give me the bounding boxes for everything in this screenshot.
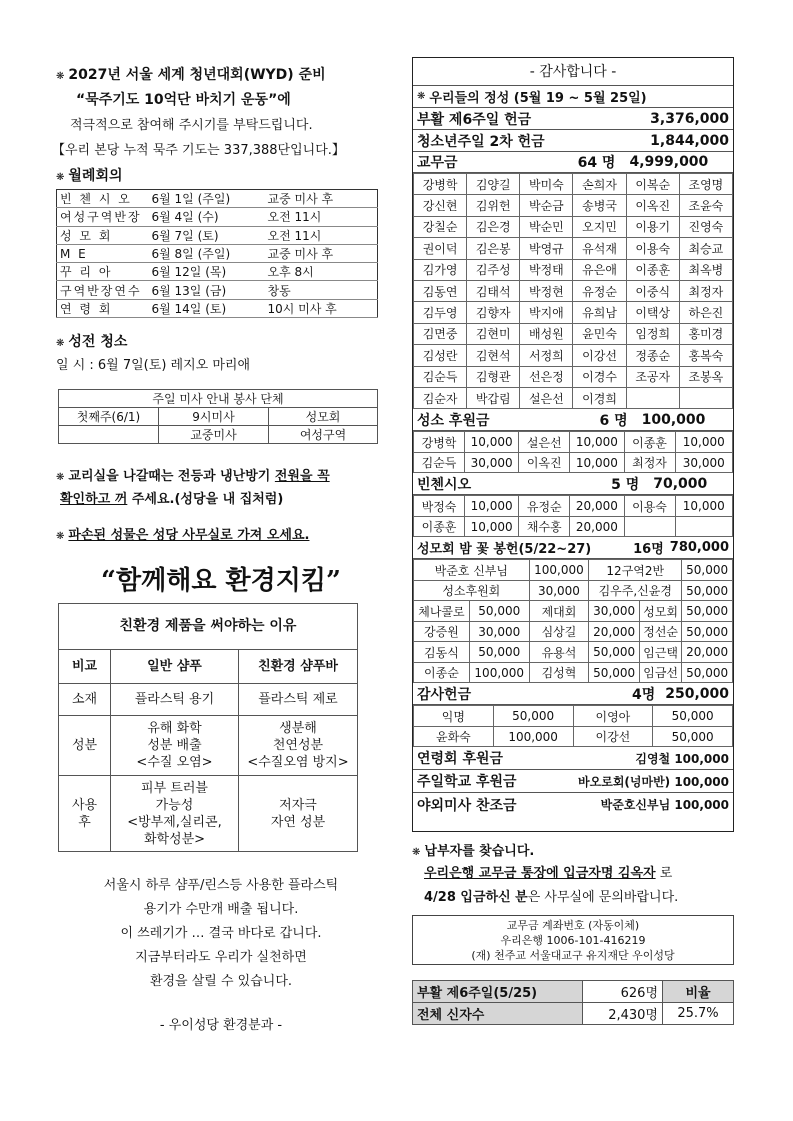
- vincent-entry-cell: 유정순: [519, 496, 570, 517]
- vincent-entry-cell: 박정숙: [414, 496, 465, 517]
- gyomu-name-cell: 이경희: [573, 387, 626, 408]
- gyomu-name-cell: 김위헌: [467, 195, 520, 216]
- gyomu-name-cell: 유석재: [573, 238, 626, 259]
- stat-cell: 2,430명: [583, 1003, 663, 1025]
- vincent-entry-cell: 이용숙: [624, 496, 675, 517]
- gyomu-name-cell: 이종훈: [626, 259, 679, 280]
- gyomu-name-cell: [626, 387, 679, 408]
- flower-entry-cell: 50,000: [469, 642, 529, 663]
- gyomu-name-cell: 김동연: [414, 280, 467, 301]
- flower-entry: [414, 662, 733, 683]
- meeting-cell: 6월 4일 (수): [151, 210, 219, 225]
- vincent-entry: [414, 496, 733, 517]
- meeting-cell: 오후 8시: [267, 265, 314, 280]
- service-cell: [59, 426, 159, 444]
- misc-row: 연령회 후원금 김영철 100,000: [413, 747, 733, 770]
- gyomu-name-cell: [679, 387, 732, 408]
- gyomu-name: [414, 345, 733, 366]
- gyomu-name-cell: 김은경: [467, 216, 520, 237]
- eco-headline: “함께해요 환경지킴”: [101, 566, 341, 596]
- gyomu-name-cell: 박순금: [520, 195, 573, 216]
- offering-row: 부활 제6주일 헌금 3,376,000: [413, 108, 733, 130]
- flower-entry-cell: 체나콜로: [414, 601, 470, 622]
- eco-cell: 플라스틱 용기: [111, 684, 239, 716]
- gyomu-name-cell: 조윤숙: [679, 195, 732, 216]
- sungso-entry-cell: 이옥진: [519, 452, 570, 473]
- eco-header: 비교: [59, 650, 111, 684]
- flower-entry-cell: 임근택: [640, 642, 682, 663]
- service-cell: 교중미사: [159, 426, 269, 444]
- meeting-cell: 오전 11시: [267, 210, 322, 225]
- gyomu-name-cell: 김순득: [414, 366, 467, 387]
- meeting-row: [57, 263, 378, 281]
- meeting-cell: 6월 13일 (금): [151, 283, 227, 298]
- sungso-table: [413, 431, 733, 473]
- service-cell: 여성구역: [269, 426, 378, 444]
- flower-row: 성모회 밤 꽃 봉헌(5/22~27) 16명 780,000: [413, 537, 733, 559]
- meeting-cell: 꾸 리 아: [60, 265, 113, 280]
- offering-row: 청소년주일 2차 헌금 1,844,000: [413, 130, 733, 152]
- meeting-row: [57, 281, 378, 299]
- flower-entry-cell: 임금선: [640, 662, 682, 683]
- eco-cell: 성분: [59, 716, 111, 776]
- eco-table-title: 친환경 제품을 써야하는 이유: [59, 604, 358, 650]
- flower-entry-cell: 50,000: [682, 601, 733, 622]
- vincent-entry: [414, 516, 733, 537]
- bullet-icon: ❋: [412, 847, 421, 858]
- eco-cell: 사용 후: [59, 776, 111, 852]
- cleaning-line: 일 시 : 6월 7일(토) 레지오 마리애: [56, 358, 250, 373]
- service-title: 주일 미사 안내 봉사 단체: [59, 390, 378, 408]
- flower-entry: [414, 621, 733, 642]
- gyomu-name-cell: 김형관: [467, 366, 520, 387]
- sungso-entry-cell: 30,000: [675, 452, 732, 473]
- notice-classroom: ❋ 교리실을 나갈때는 전등과 냉난방기 전원을 꼭 확인하고 꺼 주세요.(성당을 내 집처럼): [56, 469, 330, 507]
- vincent-entry-cell: 20,000: [570, 496, 624, 517]
- gyomu-name: [414, 259, 733, 280]
- meeting-cell: 빈 첸 시 오: [60, 192, 132, 207]
- gyomu-name-cell: 유정순: [573, 280, 626, 301]
- gyomu-name-cell: 조영명: [679, 174, 732, 195]
- flower-cell: 100,000: [529, 560, 589, 581]
- flower-entry: [414, 601, 733, 622]
- gyomu-name-cell: 이용숙: [626, 238, 679, 259]
- sungso-entry-cell: 이종훈: [624, 432, 675, 453]
- gyomu-name-cell: 이중식: [626, 280, 679, 301]
- meeting-cell: 10시 미사 후: [267, 301, 337, 316]
- gyomu-name-cell: 배성원: [520, 323, 573, 344]
- eco-cell: 피부 트러블 가능성 <방부제,실리콘, 화학성분>: [111, 776, 239, 852]
- meeting-row: [57, 299, 378, 317]
- service-cell: 9시미사: [159, 408, 269, 426]
- meeting-cell: 6월 14일 (토): [151, 301, 227, 316]
- eco-cell: 플라스틱 제로: [239, 684, 358, 716]
- gyomu-name: [414, 195, 733, 216]
- sungso-entry-cell: 김순득: [414, 452, 465, 473]
- meeting-row: [57, 208, 378, 226]
- cleaning-heading: ❋ 성전 청소: [56, 334, 128, 350]
- gyomu-name-cell: 권이덕: [414, 238, 467, 259]
- sungso-entry-cell: 30,000: [465, 452, 519, 473]
- wyd-rosary-count: 【우리 본당 누적 묵주 기도는 337,388단입니다.】: [52, 143, 345, 158]
- gyomu-name-cell: 김현미: [467, 323, 520, 344]
- thanks-entry: [414, 726, 733, 747]
- flower-entry-cell: 심상길: [529, 621, 589, 642]
- gyomu-name-cell: 김태석: [467, 280, 520, 301]
- gyomu-name-cell: 조봉옥: [679, 366, 732, 387]
- flower-cell: 박준호 신부님: [414, 560, 530, 581]
- gyomu-name-cell: 유은애: [573, 259, 626, 280]
- flower-entry-cell: 50,000: [589, 642, 640, 663]
- flower-entry-cell: 제대회: [529, 601, 589, 622]
- gyomu-name-cell: 조공자: [626, 366, 679, 387]
- gyomu-name-cell: 김성란: [414, 345, 467, 366]
- flower-entry-cell: 30,000: [589, 601, 640, 622]
- flower-entry: [414, 642, 733, 663]
- gyomu-name-cell: 강병학: [414, 174, 467, 195]
- gyomu-name-cell: 김향자: [467, 302, 520, 323]
- flower-entry-cell: 50,000: [682, 621, 733, 642]
- meeting-cell: 6월 12일 (목): [151, 265, 227, 280]
- thanks-entry-cell: 100,000: [493, 726, 573, 747]
- stat-cell: 부활 제6주일(5/25): [413, 981, 583, 1003]
- gyomu-names-table: [413, 173, 733, 409]
- wyd-section: [52, 64, 386, 158]
- notice-damaged-items: ❋ 파손된 성물은 성당 사무실로 가져 오세요.: [56, 528, 310, 543]
- wyd-title: ❋ 2027년 서울 세계 청년대회(WYD) 준비: [56, 67, 326, 83]
- meeting-row: [57, 226, 378, 244]
- stat-cell: 비율: [663, 981, 734, 1003]
- misc-row: 야외미사 찬조금 박준호신부님 100,000: [417, 797, 729, 814]
- eco-table: [58, 603, 358, 852]
- gyomu-name-cell: 이용기: [626, 216, 679, 237]
- flower-cell: 성소후원회: [414, 580, 530, 601]
- bullet-icon: ❋: [56, 472, 65, 483]
- flower-entry-cell: 30,000: [469, 621, 529, 642]
- flower-cell: 50,000: [682, 560, 733, 581]
- meeting-cell: 성 모 회: [60, 228, 113, 243]
- sungso-entry-cell: 10,000: [570, 432, 624, 453]
- gyomu-name-cell: 윤민숙: [573, 323, 626, 344]
- gyomu-name-cell: 홍복숙: [679, 345, 732, 366]
- bullet-icon: ❋: [56, 531, 65, 542]
- meeting-cell: 오전 11시: [267, 228, 322, 243]
- vincent-entry-cell: 10,000: [465, 516, 519, 537]
- eco-text: 서울시 하루 샴푸/린스등 사용한 플라스틱 용기가 수만개 배출 됩니다. 이 쓰레기가 … 결국 바다로 갑니다. 지금부터라도 우리가 실천하면 환경을 살릴 수 있습니다. - 우이성당 환경분과 -: [56, 874, 386, 1038]
- meeting-cell: 6월 1일 (주일): [151, 192, 231, 207]
- flower-entry-cell: 강증원: [414, 621, 470, 642]
- gyomu-name-cell: 이복순: [626, 174, 679, 195]
- period-row: ❋ 우리들의 정성 (5월 19 ~ 5월 25일): [413, 86, 733, 108]
- gyomu-name-cell: 박갑림: [467, 387, 520, 408]
- gyomu-name-cell: 진영숙: [679, 216, 732, 237]
- gyomu-name-cell: 김가영: [414, 259, 467, 280]
- bullet-icon: ❋: [56, 172, 65, 183]
- vincent-entry-cell: 이종훈: [414, 516, 465, 537]
- sungso-entry-cell: 10,000: [675, 432, 732, 453]
- vincent-entry-cell: 10,000: [465, 496, 519, 517]
- meetings-table: [56, 189, 378, 318]
- gyomu-name-cell: 박영규: [520, 238, 573, 259]
- meeting-cell: M E: [60, 246, 88, 261]
- flower-cell: 30,000: [529, 580, 589, 601]
- gyomu-name-cell: 최옥병: [679, 259, 732, 280]
- bullet-icon: ❋: [417, 91, 426, 102]
- flower-entry-cell: 정선순: [640, 621, 682, 642]
- sungso-entry-cell: 강병학: [414, 432, 465, 453]
- eco-cell: 소재: [59, 684, 111, 716]
- meeting-cell: 연 령 회: [60, 301, 113, 316]
- gyomu-name: [414, 323, 733, 344]
- flower-cell: 김우주,신윤경: [589, 580, 682, 601]
- vincent-entry-cell: [624, 516, 675, 537]
- vincent-row: 빈첸시오 5 명 70,000: [413, 473, 733, 495]
- gyomu-name-cell: 하은진: [679, 302, 732, 323]
- gyomu-name-cell: 박정현: [520, 280, 573, 301]
- wyd-subtitle: “묵주기도 10억단 바치기 운동”에: [76, 92, 291, 108]
- gyomu-name-cell: 임정희: [626, 323, 679, 344]
- gyomu-name-cell: 설은선: [520, 387, 573, 408]
- eco-cell: 저자극 자연 성분: [239, 776, 358, 852]
- sungso-row: 성소 후원금 6 명 100,000: [413, 409, 733, 431]
- stat-cell: 전체 신자수: [413, 1003, 583, 1025]
- gyomu-name-cell: 이강선: [573, 345, 626, 366]
- gyomu-name-cell: 유희남: [573, 302, 626, 323]
- flower-entry-cell: 50,000: [469, 601, 529, 622]
- gyomu-name-cell: 정종순: [626, 345, 679, 366]
- meeting-cell: 교중 미사 후: [267, 247, 334, 262]
- eco-cell: 유해 화학 성분 배출 <수질 오염>: [111, 716, 239, 776]
- gyomu-name-cell: 선은정: [520, 366, 573, 387]
- stat-cell: 25.7%: [663, 1003, 734, 1025]
- flower-entry-cell: 20,000: [589, 621, 640, 642]
- account-box: 교무금 계좌번호 (자동이체) 우리은행 1006-101-416219 (재) 천주교 서울대교구 유지재단 우이성당: [412, 915, 734, 965]
- gyomu-row: 교무금 64 명 4,999,000: [413, 152, 733, 173]
- thanks-entry-cell: 50,000: [653, 706, 733, 727]
- meeting-cell: 교중 미사 후: [267, 192, 334, 207]
- gyomu-name-cell: 김양길: [467, 174, 520, 195]
- sungso-entry-cell: 10,000: [465, 432, 519, 453]
- thanks-offering-row: 감사헌금 4명 250,000: [413, 683, 733, 705]
- attendance-table: [412, 980, 734, 1025]
- flower-entry-cell: 100,000: [469, 662, 529, 683]
- gyomu-name: [414, 238, 733, 259]
- eco-signature: - 우이성당 환경분과 -: [159, 1018, 283, 1033]
- flower-cell: 12구역2반: [589, 560, 682, 581]
- thanks-table: [413, 705, 733, 747]
- flower-entry-cell: 20,000: [682, 642, 733, 663]
- meeting-cell: 6월 7일 (토): [151, 228, 219, 243]
- gyomu-name-cell: 박순민: [520, 216, 573, 237]
- gyomu-name-cell: 김두영: [414, 302, 467, 323]
- thanks-box: [412, 57, 734, 832]
- gyomu-name-cell: 이택상: [626, 302, 679, 323]
- flower-cell: 50,000: [682, 580, 733, 601]
- flower-table: [413, 559, 733, 683]
- gyomu-name: [414, 216, 733, 237]
- thanks-entry-cell: 익명: [414, 706, 494, 727]
- sungso-entry: [414, 432, 733, 453]
- gyomu-name: [414, 366, 733, 387]
- bullet-icon: ❋: [56, 71, 65, 82]
- wyd-line1: 적극적으로 참여해 주시기를 부탁드립니다.: [70, 118, 313, 133]
- thanks-header: - 감사합니다 -: [413, 58, 733, 86]
- vincent-entry-cell: 20,000: [570, 516, 624, 537]
- gyomu-name-cell: 김순자: [414, 387, 467, 408]
- misc-row: 주일학교 후원금 바오로회(넝마반) 100,000: [413, 770, 733, 793]
- vincent-entry-cell: 10,000: [675, 496, 732, 517]
- thanks-entry: [414, 706, 733, 727]
- gyomu-name-cell: 이경수: [573, 366, 626, 387]
- gyomu-name-cell: 김은봉: [467, 238, 520, 259]
- stat-cell: 626명: [583, 981, 663, 1003]
- sungso-entry: [414, 452, 733, 473]
- eco-header: 친환경 샴푸바: [239, 650, 358, 684]
- gyomu-name-cell: 강칠순: [414, 216, 467, 237]
- gyomu-name-cell: 김면중: [414, 323, 467, 344]
- gyomu-name-cell: 김현석: [467, 345, 520, 366]
- sungso-entry-cell: 설은선: [519, 432, 570, 453]
- gyomu-name-cell: 최승교: [679, 238, 732, 259]
- payer-line1: 우리은행 교무금 통장에 입금자명 김옥자 로: [424, 866, 673, 881]
- vincent-entry-cell: [675, 516, 732, 537]
- gyomu-name-cell: 서정희: [520, 345, 573, 366]
- vincent-table: [413, 495, 733, 537]
- meeting-cell: 6월 8일 (주일): [151, 247, 231, 262]
- gyomu-name-cell: 김주성: [467, 259, 520, 280]
- thanks-entry-cell: 윤화숙: [414, 726, 494, 747]
- gyomu-name-cell: 박정태: [520, 259, 573, 280]
- gyomu-name-cell: 최정자: [679, 280, 732, 301]
- gyomu-name-cell: 이옥진: [626, 195, 679, 216]
- service-cell: 첫째주(6/1): [59, 408, 159, 426]
- flower-entry-cell: 유용석: [529, 642, 589, 663]
- payer-heading: ❋ 납부자를 찾습니다.: [412, 844, 535, 859]
- meeting-row: [57, 190, 378, 208]
- gyomu-name-cell: 오지민: [573, 216, 626, 237]
- flower-entry-cell: 김성혁: [529, 662, 589, 683]
- gyomu-name: [414, 387, 733, 408]
- flower-entry-cell: 성모회: [640, 601, 682, 622]
- service-table: [58, 389, 378, 444]
- eco-cell: 생분해 천연성분 <수질오염 방지>: [239, 716, 358, 776]
- thanks-entry-cell: 이강선: [573, 726, 653, 747]
- gyomu-name: [414, 174, 733, 195]
- flower-entry-cell: 이종순: [414, 662, 470, 683]
- bullet-icon: ❋: [56, 338, 65, 349]
- meeting-row: [57, 244, 378, 262]
- gyomu-name: [414, 302, 733, 323]
- eco-header: 일반 샴푸: [111, 650, 239, 684]
- thanks-entry-cell: 50,000: [653, 726, 733, 747]
- gyomu-name-cell: 송병국: [573, 195, 626, 216]
- vincent-entry-cell: 채수홍: [519, 516, 570, 537]
- flower-entry-cell: 50,000: [589, 662, 640, 683]
- service-cell: 성모회: [269, 408, 378, 426]
- flower-entry-cell: 김동식: [414, 642, 470, 663]
- payer-line2: 4/28 입금하신 분은 사무실에 문의바랍니다.: [424, 890, 679, 905]
- gyomu-name-cell: 손희자: [573, 174, 626, 195]
- gyomu-name-cell: 박지애: [520, 302, 573, 323]
- gyomu-name-cell: 박미숙: [520, 174, 573, 195]
- meeting-cell: 창동: [267, 283, 291, 298]
- meetings-heading: ❋ 월례회의: [56, 168, 123, 184]
- sungso-entry-cell: 10,000: [570, 452, 624, 473]
- gyomu-name-cell: 홍미경: [679, 323, 732, 344]
- gyomu-name-cell: 강신현: [414, 195, 467, 216]
- sungso-entry-cell: 최정자: [624, 452, 675, 473]
- gyomu-name: [414, 280, 733, 301]
- thanks-entry-cell: 이영아: [573, 706, 653, 727]
- thanks-entry-cell: 50,000: [493, 706, 573, 727]
- meeting-cell: 구역반장연수: [60, 283, 142, 298]
- flower-entry-cell: 50,000: [682, 662, 733, 683]
- meeting-cell: 여성구역반장: [60, 210, 142, 225]
